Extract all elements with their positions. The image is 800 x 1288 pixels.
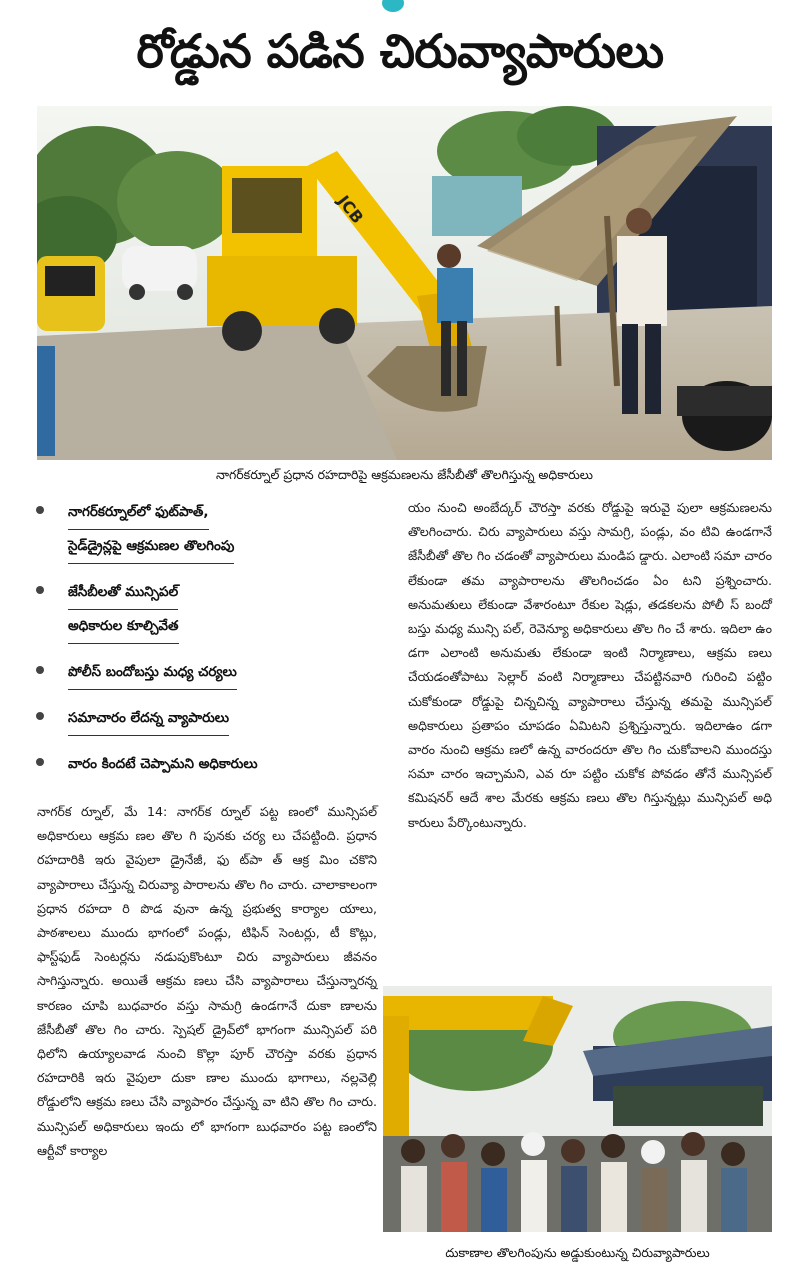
- highlight-item: జేసీబీలతో మున్సిపల్ అధికారుల కూల్చివేత: [30, 576, 390, 644]
- article-body-right-column: [408, 496, 772, 835]
- bullet-icon: [36, 712, 44, 720]
- crowd: [383, 1132, 772, 1232]
- highlights-list: [30, 496, 390, 781]
- bullet-icon: [36, 506, 44, 514]
- decorative-dot: [382, 0, 404, 12]
- bullet-icon: [36, 666, 44, 674]
- article-body-left-column: [37, 800, 377, 1163]
- secondary-photo-caption: దుకాణాల తొలగింపును అడ్డుకుంటున్న చిరువ్యాపారులు: [445, 1245, 710, 1260]
- highlight-item: సమాచారం లేదన్న వ్యాపారులు: [30, 702, 390, 736]
- headline: రోడ్డున పడిన చిరువ్యాపారులు: [136, 24, 664, 78]
- bullet-icon: [36, 586, 44, 594]
- jcb-logo: JCB: [333, 191, 368, 228]
- article-paragraph: యం నుంచి అంబేద్కర్ చౌరస్తా వరకు రోడ్డుపై ఇరువై పులా ఆక్రమణలను తొలగించారు. చిరు వ్యాపారులు వస్తు సామగ్రి, పండ్లు, వం టివి ఉండగానే జేసీబీతో తొల గిం చడంతో వ్యాపారులు మండిప డ్డారు. ఎలాంటి సమా చారం లేకుండా తమ వ్యాపారాలను తొలగించడం ఏం టని ప్రశ్నించారు. అనుమతులు లేకుండా వేశారంటూ రేకుల షెడ్లు, తడకలను పోలీ స్ బందో బస్తు మధ్య మున్సి పల్, రెవెన్యూ అధికారులు తొల గిం చే శారు. ఇదిలా ఉం డగా ఎలాంటి అనుమతు లేకుండా ఇంటి నిర్మాణాలు, ఆక్రమ ణలు చేయడంతోపాటు సెల్లార్ వంటి నిర్మాణాలు చేపట్టినవారి గురించి పట్టిం చుకోకుండా రోడ్డుపై చిన్నచిన్న వ్యాపారాలు చేస్తున్న తమపై మున్సిపల్ అధికారులు ప్రతాపం చూపడం ఏమిటని ప్రశ్నిస్తున్నారు. ఇదిలాఉం డగా వారం నుంచి ఆక్రమ ణలో ఉన్న వారందరూ తొల గిం చుకోవాలని ముందస్తు సమా చారం ఇచ్చామని, ఎవ రూ పట్టిం చుకోక పోవడం తోనే మున్సిపల్ కమిషనర్ ఆదే శాల మేరకు ఆక్రమ ణలు తొల గిస్తున్నట్లు మున్సిపల్ అధి కారులు పేర్కొంటున్నారు.: [408, 500, 772, 830]
- highlight-item: వారం కిందటే చెప్పామని అధికారులు: [30, 748, 390, 781]
- bullet-icon: [36, 758, 44, 766]
- highlight-item: పోలీస్ బందోబస్తు మధ్య చర్యలు: [30, 656, 390, 690]
- main-photo: [37, 106, 772, 460]
- article-paragraph: నాగర్‌క ర్నూల్, మే 14: నాగర్‌క ర్నూల్ పట్ట ణంలో మున్సిపల్ అధికారులు ఆక్రమ ణల తొల గి పునకు చర్య లు చేపట్టింది. ప్రధాన రహదారికి ఇరు వైపులా డ్రైనేజీ, ఫు ట్‌పా త్‌ ఆక్ర మిం చకొని వ్యాపారాలు చేస్తున్న చిరువ్యా పారాలను తొల గిం చారు. చాలాకాలంగా ప్రధాన రహదా రి పొడ వునా ఉన్న ప్రభుత్వ కార్యాల యాలు, పాఠశాలలు ముందు భాగంలో పండ్లు, టిఫిన్ సెంటర్లు, టీ కొట్లు, ఫాస్ట్‌ఫుడ్ సెంటర్లను నడుపుకొంటూ చిరు వ్యాపారులు జీవనం సాగిస్తున్నారు. అయితే ఆక్రమ ణలు చేసి వ్యాపారాలు చేస్తున్నారన్న కారణం చూపి బుధవారం వస్తు సామగ్రి ఉండగానే దుకా ణాలను జేసీబీతో తొల గిం చారు. స్పెషల్ డ్రైవ్‌లో భాగంగా మున్సిపల్ పరి ధిలోని ఉయ్యాలవాడ నుంచి కొల్లా పూర్ చౌరస్తా వరకు ప్రధాన రహదారికి ఇరు వైపులా దుకా ణాల ముందు భాగాలు, నల్లవెల్లి రోడ్డులోని ఆక్రమ ణలు చేసి వ్యాపారం చేస్తున్న వా టిని తొల గిం చారు. మున్సిపల్ అధికారులు ఇందు లో భాగంగా బుధవారం పట్ట ణంలోని ఆర్టీవో కార్యాల: [37, 804, 378, 1158]
- secondary-photo: [383, 986, 772, 1232]
- main-photo-caption: నాగర్‌కర్నూల్ ప్రధాన రహదారిపై ఆక్రమణలను జేసీబీతో తొలగిస్తున్న అధికారులు: [215, 467, 593, 482]
- highlight-item: నాగర్‌కర్నూల్‌లో ఫుట్‌పాత్, సైడ్‌డ్రైన్లపై ఆక్రమణల తొలగింపు: [30, 496, 390, 564]
